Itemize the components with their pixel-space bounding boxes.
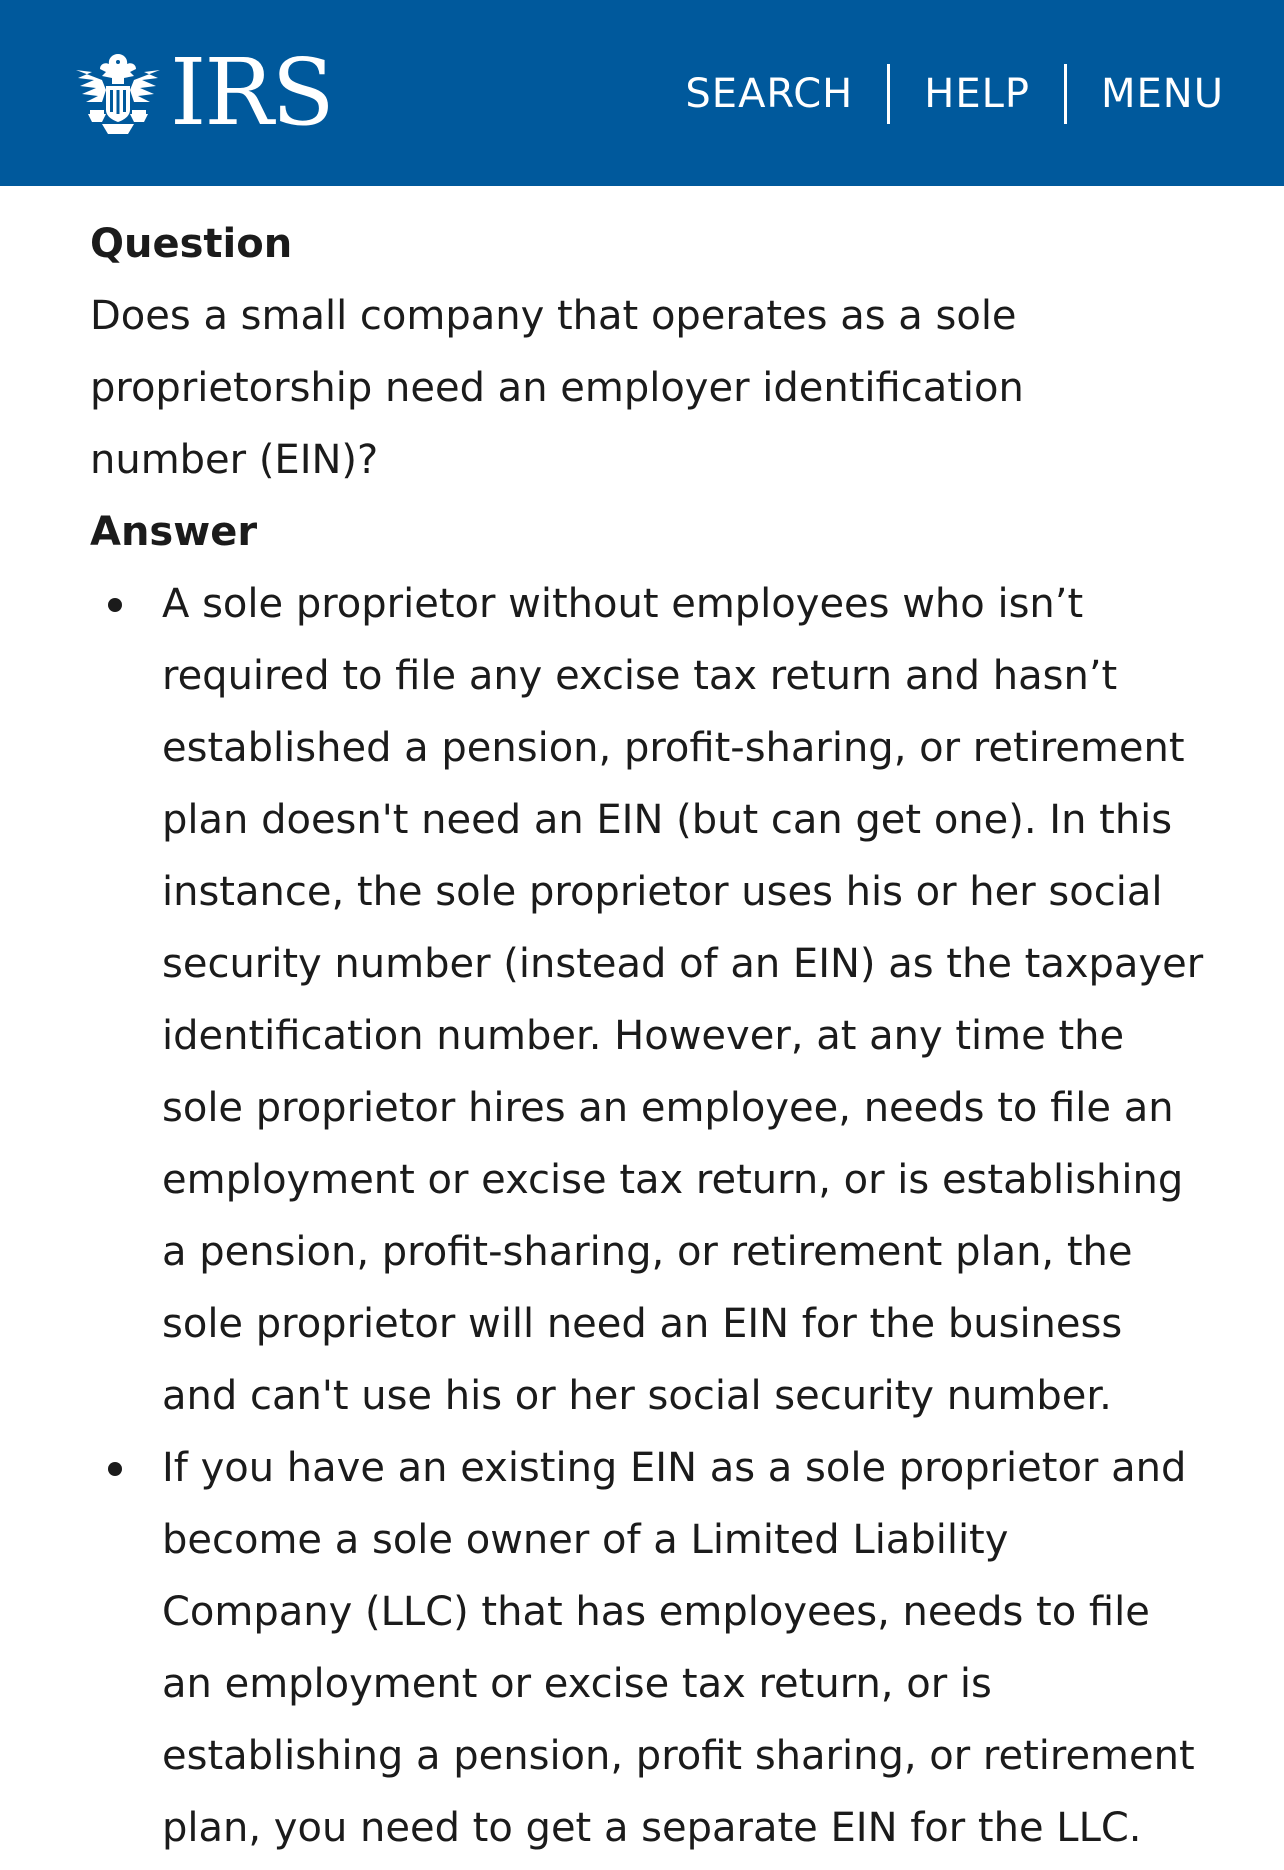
site-header: [0, 0, 1284, 186]
question-heading: Question: [90, 221, 293, 267]
bullet-icon: [108, 598, 122, 612]
bullet-icon: [108, 1462, 122, 1476]
answer-list: [90, 568, 1210, 1864]
irs-eagle-icon: [72, 50, 164, 136]
faq-content: [90, 208, 1210, 1864]
answer-list-item: [90, 1432, 1210, 1864]
irs-logo-link[interactable]: [72, 39, 333, 146]
answer-text: If you have an existing EIN as a sole proprietor and become a sole owner of a Limited Liability Company (LLC) that has employees, needs to file an employment or excise tax return, or is establishing a pension, profit sharing, or retirement plan, you need to get a separate EIN for the LLC.: [162, 1445, 1195, 1851]
header-nav: [651, 64, 1224, 124]
answer-heading: Answer: [90, 509, 258, 555]
nav-help-link[interactable]: HELP: [924, 71, 1031, 117]
nav-search-link[interactable]: SEARCH: [685, 71, 854, 117]
nav-menu-button[interactable]: MENU: [1101, 71, 1224, 117]
answer-list-item: [90, 568, 1210, 1432]
irs-logo-text: IRS: [170, 39, 333, 146]
question-text: Does a small company that operates as a sole proprietorship need an employer identification number (EIN)?: [90, 293, 1024, 483]
answer-text: A sole proprietor without employees who isn’t required to file any excise tax return and hasn’t established a pension, profit-sharing, or retirement plan doesn't need an EIN (but can get one). In this instance, the sole proprietor uses his or her social security number (instead of an EIN) as the taxpayer identification number. However, at any time the sole proprietor hires an employee, needs to file an employment or excise tax return, or is establishing a pension, profit-sharing, or retirement plan, the sole proprietor will need an EIN for the business and can't use his or her social security number.: [162, 581, 1204, 1419]
